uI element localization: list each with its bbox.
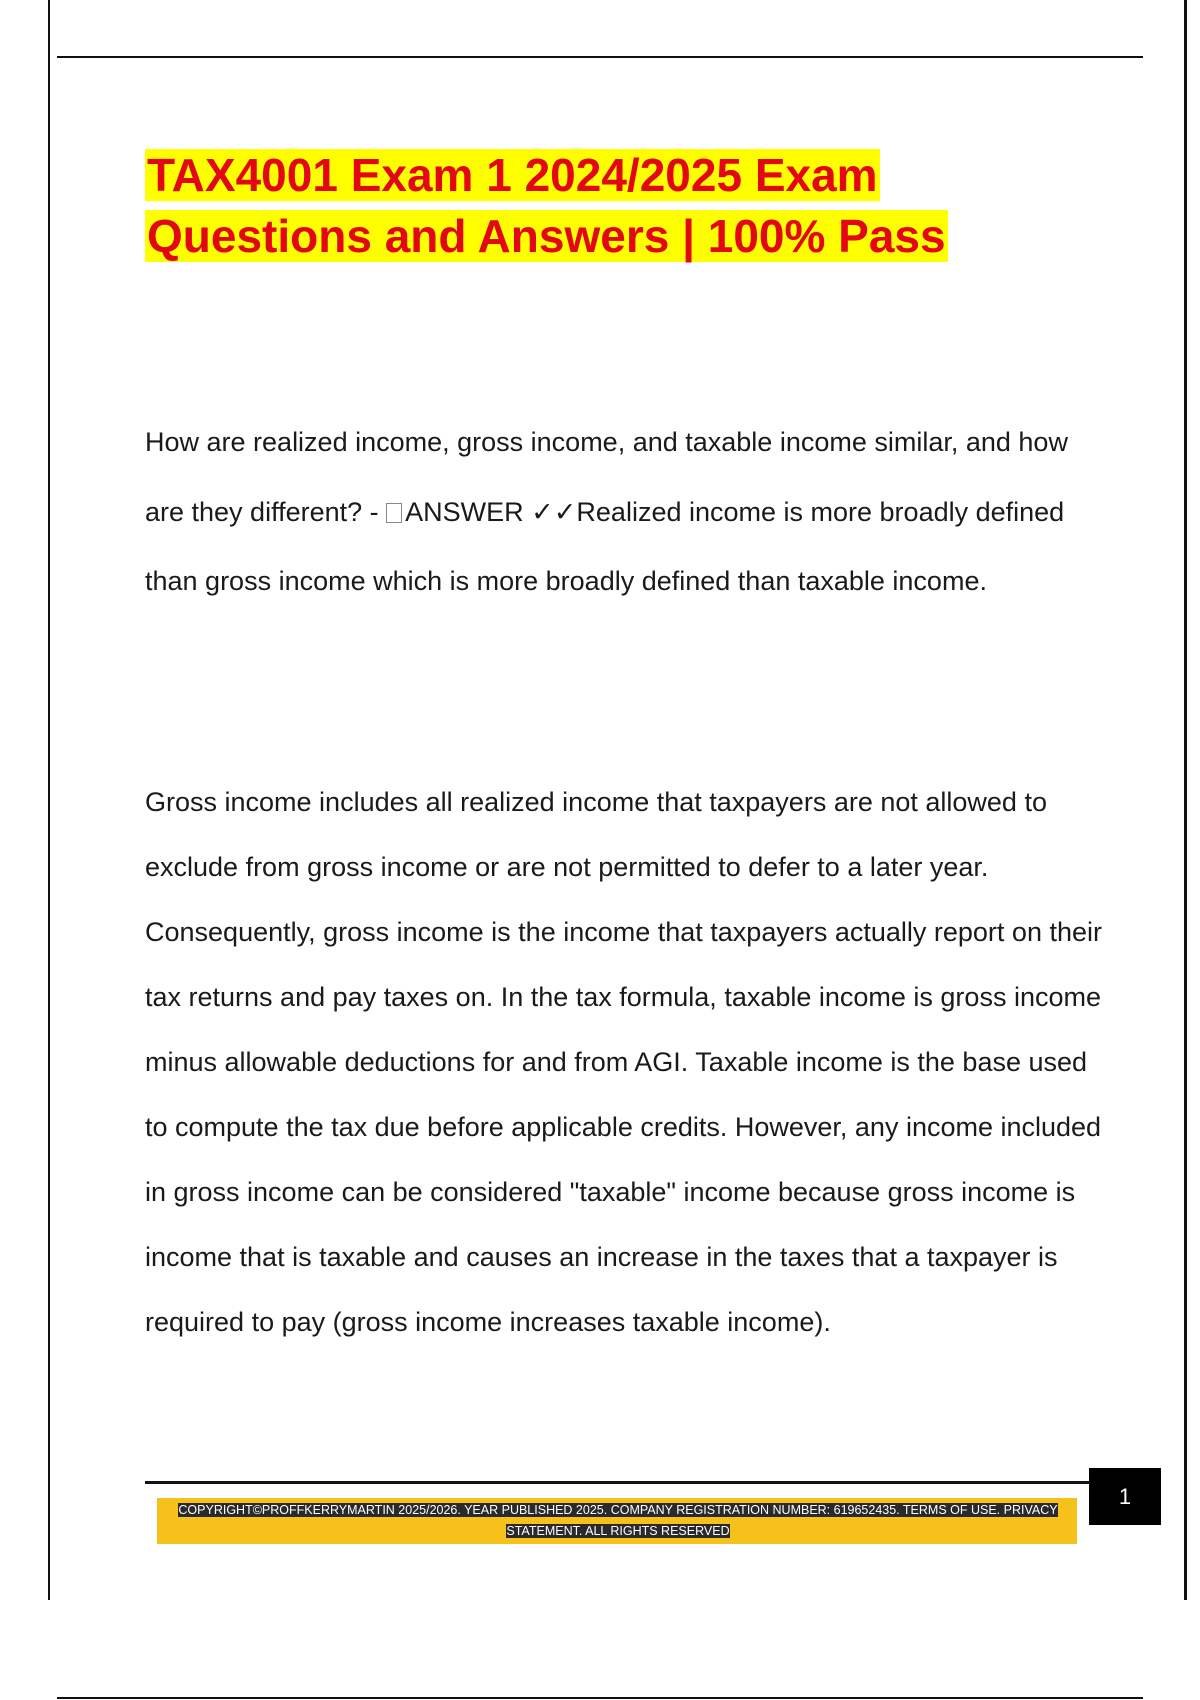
footer-copyright (168, 1500, 1068, 1542)
document-title-text: TAX4001 Exam 1 2024/2025 Exam Questions and Answers | 100% Pass (147, 149, 946, 262)
next-page-rule (57, 1697, 1143, 1699)
footer-copyright-text: COPYRIGHT©PROFFKERRYMARTIN 2025/2026. YEAR PUBLISHED 2025. COMPANY REGISTRATION NUMBER: 619652435. TERMS OF USE. PRIVACY STATEMENT. ALL RIGHTS RESERVED (178, 1503, 1058, 1538)
question-answer-block (145, 408, 1105, 617)
page-number: 1 (1089, 1468, 1161, 1525)
page-border-left (48, 0, 50, 1600)
header-rule (57, 56, 1143, 58)
page-border-right (1184, 0, 1187, 1600)
footer-rule (145, 1481, 1090, 1484)
answer-label: ANSWER ✓✓ (405, 496, 577, 527)
missing-glyph-icon (386, 503, 402, 523)
explanation-paragraph: Gross income includes all realized income that taxpayers are not allowed to exclude from gross income or are not permitted to defer to a later year. Consequently, gross income is the income that taxpayers actually report on their tax returns and pay taxes on. In the tax formula, taxable income is gross income minus allowable deductions for and from AGI. Taxable income is the base used to compute the tax due before applicable credits. However, any income included in gross income can be considered "taxable" income because gross income is income that is taxable and causes an increase in the taxes that a taxpayer is required to pay (gross income increases taxable income). (145, 787, 1102, 1337)
answer-text: Realized income is more broadly defined than gross income which is more broadly defined than taxable income. (145, 496, 1065, 596)
question-text: How are realized income, gross income, and taxable income similar, and how are they different? - (145, 427, 1068, 527)
document-title (145, 145, 1045, 267)
